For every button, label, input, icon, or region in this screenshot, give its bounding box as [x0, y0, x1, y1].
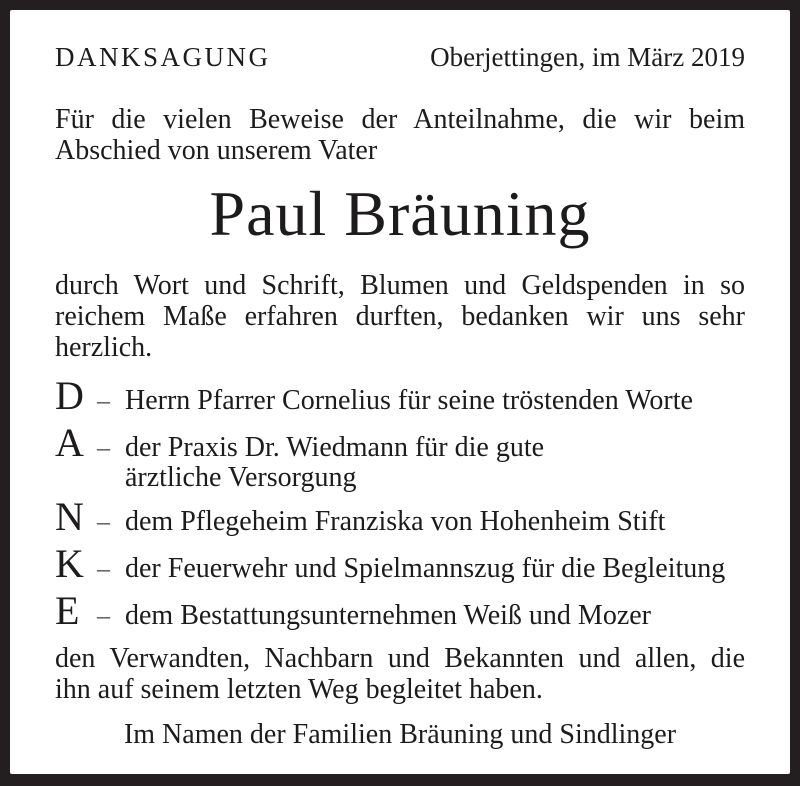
intro-line: Für die vielen Beweise der Anteilnahme, die wir beim	[55, 104, 745, 135]
closing-line: Im Namen der Familien Bräuning und Sindlinger	[123, 719, 677, 750]
outro-line: den Verwandten, Nachbarn und Bekannten und allen, die	[55, 643, 745, 674]
dash-separator: –	[97, 601, 110, 630]
dash-separator: –	[97, 554, 110, 583]
intro-paragraph	[55, 104, 745, 166]
body-paragraph	[55, 270, 745, 363]
acrostic-entry-text: dem Pflegeheim Franziska von Hohenheim Stift	[125, 506, 666, 537]
outro-paragraph	[55, 643, 745, 705]
acrostic-entry-line: der Praxis Dr. Wiedmann für die gute	[125, 432, 545, 463]
body-line: herzlich.	[55, 332, 153, 363]
acrostic-row	[55, 588, 745, 633]
body-line: durch Wort und Schrift, Blumen und Geldspenden in so	[55, 270, 745, 301]
body-line: reichem Maße erfahren durften, bedanken wir uns sehr	[55, 301, 745, 332]
acrostic-entry-text: der Feuerwehr und Spielmannszug für die Begleitung	[125, 553, 726, 584]
acrostic-letter: N	[55, 494, 84, 539]
acrostic-entry-line: ärztliche Versorgung	[125, 462, 357, 493]
acrostic-letter: A	[55, 420, 84, 465]
deceased-name: Paul Bräuning	[209, 178, 591, 249]
notice-card	[10, 10, 790, 774]
acrostic-row	[55, 541, 745, 586]
acrostic-row	[55, 373, 745, 418]
dash-separator: –	[97, 386, 110, 415]
dateline: Oberjettingen, im März 2019	[430, 42, 745, 72]
acrostic-row	[55, 494, 745, 539]
acrostic-letter: E	[55, 588, 80, 633]
acrostic-entry-text: dem Bestattungsunternehmen Weiß und Mozer	[125, 600, 651, 631]
notice-header	[55, 42, 745, 72]
notice-type-heading: DANKSAGUNG	[55, 42, 271, 72]
acrostic-entry-text	[125, 433, 745, 493]
intro-line: Abschied von unserem Vater	[55, 135, 378, 166]
danke-acrostic-list	[55, 373, 745, 633]
outro-line: ihn auf seinem letzten Weg begleitet haben.	[55, 674, 543, 705]
acrostic-letter: D	[55, 373, 84, 418]
acrostic-row	[55, 420, 745, 493]
dash-separator: –	[97, 433, 110, 462]
acrostic-letter: K	[55, 541, 84, 586]
acrostic-entry-text: Herrn Pfarrer Cornelius für seine tröstenden Worte	[125, 385, 693, 416]
dash-separator: –	[97, 507, 110, 536]
